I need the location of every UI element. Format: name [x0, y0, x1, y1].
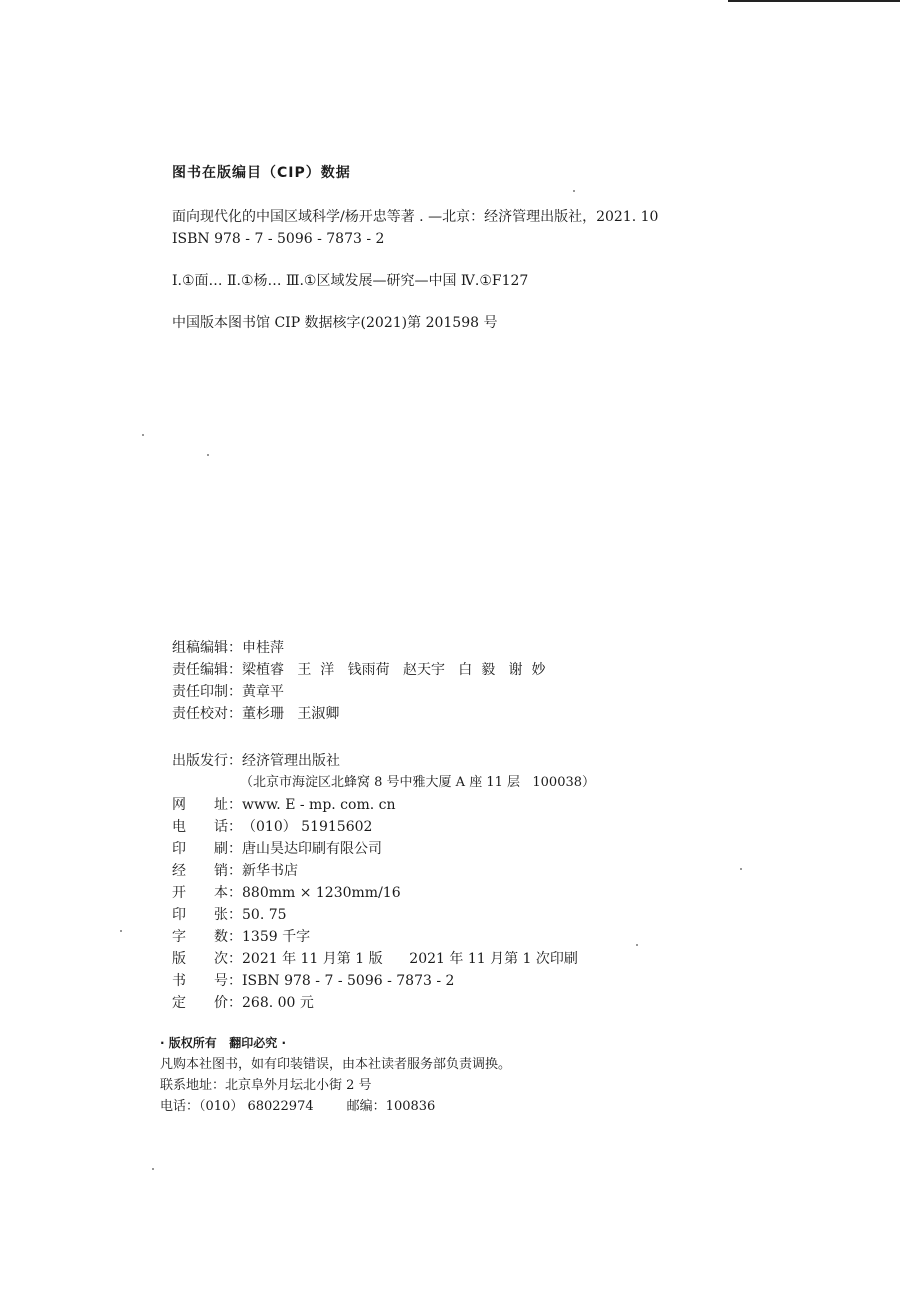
staff-value: 董杉珊 王淑卿	[242, 706, 340, 722]
detail-row: 版 次 ： 2021 年 11 月第 1 版 2021 年 11 月第 1 次印刷	[172, 948, 595, 970]
editorial-staff	[172, 637, 545, 725]
detail-value: 1359 千字	[242, 929, 311, 945]
publisher-address: （北京市海淀区北蜂窝 8 号中雅大厦 A 座 11 层 100038）	[240, 775, 596, 790]
detail-value: 2021 年 11 月第 1 版 2021 年 11 月第 1 次印刷	[242, 951, 578, 967]
publisher-label: 出版发行：	[172, 753, 242, 769]
staff-row	[172, 637, 545, 659]
cip-title-line: 面向现代化的中国区域科学/杨开忠等著 . —北京：经济管理出版社，2021. 10	[172, 209, 659, 225]
staff-label: 组稿编辑：	[172, 640, 242, 656]
cip-data-block	[172, 162, 832, 334]
scan-speck	[120, 930, 122, 932]
detail-label: 销	[214, 863, 228, 879]
cip-heading: 图书在版编目（CIP）数据	[172, 165, 351, 181]
publisher-row	[172, 750, 595, 772]
scan-speck	[152, 1168, 154, 1170]
cip-classification-line: Ⅰ.①面… Ⅱ.①杨… Ⅲ.①区域发展—研究—中国 Ⅳ.①F127	[172, 273, 529, 289]
staff-value: 申桂萍	[242, 640, 284, 656]
detail-label: 号	[214, 973, 228, 989]
detail-label: 定	[172, 995, 186, 1011]
staff-label: 责任校对：	[172, 706, 242, 722]
staff-row	[172, 703, 545, 725]
detail-label: 刷	[214, 841, 228, 857]
detail-label: 字	[172, 929, 186, 945]
scan-speck	[636, 944, 638, 946]
staff-label: 责任编辑：	[172, 662, 242, 678]
staff-row	[172, 659, 545, 681]
detail-row: 书 号 ： ISBN 978 - 7 - 5096 - 7873 - 2	[172, 970, 595, 992]
detail-label: 价	[214, 995, 228, 1011]
detail-label: 经	[172, 863, 186, 879]
detail-label: 版	[172, 951, 186, 967]
contact-phone: 电话：（010） 68022974 邮编：100836	[160, 1099, 436, 1114]
detail-label: 印	[172, 841, 186, 857]
detail-row: 经 销 ： 新华书店	[172, 860, 595, 882]
contact-address: 联系地址：北京阜外月坛北小街 2 号	[160, 1078, 372, 1093]
detail-label: 数	[214, 929, 228, 945]
detail-label: 次	[214, 951, 228, 967]
cip-isbn-line: ISBN 978 - 7 - 5096 - 7873 - 2	[172, 231, 385, 247]
detail-value: ISBN 978 - 7 - 5096 - 7873 - 2	[242, 973, 455, 989]
detail-row: 定 价 ： 268. 00 元	[172, 992, 595, 1014]
staff-row	[172, 681, 545, 703]
detail-value: 880mm × 1230mm/16	[242, 885, 401, 901]
detail-row: 印 张 ： 50. 75	[172, 904, 595, 926]
replacement-notice: 凡购本社图书，如有印装错误，由本社读者服务部负责调换。	[160, 1057, 512, 1072]
detail-row: 字 数 ： 1359 千字	[172, 926, 595, 948]
scan-edge-line	[728, 0, 900, 2]
detail-label: 书	[172, 973, 186, 989]
detail-value: （010） 51915602	[242, 819, 373, 835]
copyright-notice: · 版权所有 翻印必究 ·	[160, 1036, 287, 1050]
detail-value: 新华书店	[242, 863, 298, 879]
detail-value: www. E - mp. com. cn	[242, 797, 396, 813]
detail-row: 网 址 ： www. E - mp. com. cn	[172, 794, 595, 816]
scan-speck	[207, 454, 209, 456]
staff-value: 黄章平	[242, 684, 284, 700]
scan-speck	[740, 868, 742, 870]
detail-row: 印 刷 ： 唐山昊达印刷有限公司	[172, 838, 595, 860]
detail-label: 话	[214, 819, 228, 835]
detail-label: 电	[172, 819, 186, 835]
detail-value: 268. 00 元	[242, 995, 314, 1011]
detail-label: 印	[172, 907, 186, 923]
scan-speck	[573, 190, 575, 192]
staff-value: 梁植睿 王 洋 钱雨荷 赵天宇 白 毅 谢 妙	[242, 662, 546, 678]
detail-value: 50. 75	[242, 907, 287, 923]
detail-label: 址	[214, 797, 228, 813]
detail-label: 网	[172, 797, 186, 813]
staff-label: 责任印制：	[172, 684, 242, 700]
detail-value: 唐山昊达印刷有限公司	[242, 841, 382, 857]
publication-details	[172, 750, 595, 1014]
publisher-value: 经济管理出版社	[242, 753, 340, 769]
detail-row: 开 本 ： 880mm × 1230mm/16	[172, 882, 595, 904]
detail-label: 开	[172, 885, 186, 901]
cip-record-line: 中国版本图书馆 CIP 数据核字(2021)第 201598 号	[172, 315, 498, 331]
detail-label: 张	[214, 907, 228, 923]
detail-row: 电 话 ： （010） 51915602	[172, 816, 595, 838]
detail-label: 本	[214, 885, 228, 901]
copyright-footer	[160, 1033, 511, 1117]
scan-speck	[142, 434, 144, 436]
